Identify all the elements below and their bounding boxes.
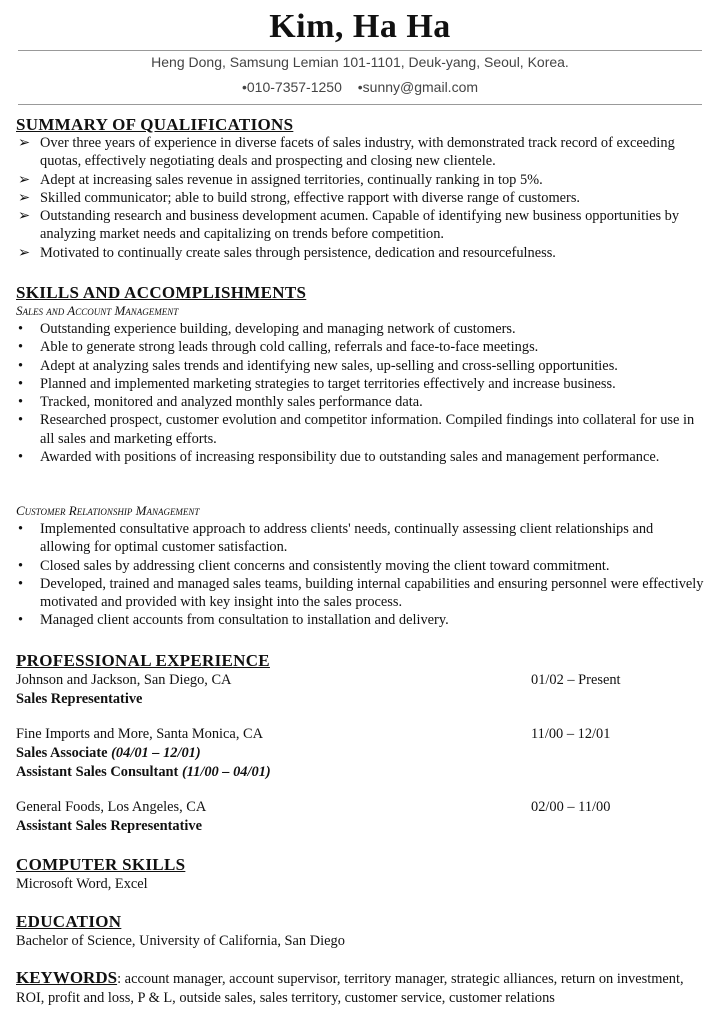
keywords-colon: : xyxy=(117,971,122,987)
summary-heading: SUMMARY OF QUALIFICATIONS xyxy=(16,115,294,134)
phone-number: •010-7357-1250 xyxy=(241,79,342,95)
job-role-dates: (11/00 – 04/01) xyxy=(181,764,271,780)
list-item: • Planned and implemented marketing strategies to target territories effectively and increase business. xyxy=(18,375,616,392)
address-line: Heng Dong, Samsung Lemian 101-1101, Deuk-yang, Seoul, Korea. xyxy=(151,54,569,70)
bullet-icon: • xyxy=(18,521,24,537)
bullet-icon: • xyxy=(18,339,24,356)
computer-skills-text: Microsoft Word, Excel xyxy=(16,876,148,892)
list-item: • Tracked, monitored and analyzed monthly sales performance data. xyxy=(18,394,423,411)
bullet-icon: • xyxy=(18,357,24,374)
sales-skills-list xyxy=(16,320,706,466)
sales-subheading: Sales and Account Management xyxy=(16,303,179,318)
list-item: ➢ Adept at increasing sales revenue in assigned territories, continually ranking in top 5%. xyxy=(18,171,543,188)
list-item: • Adept at analyzing sales trends and identifying new sales, up-selling and cross-selling opportunities. xyxy=(18,357,618,374)
job-title: Sales Representative xyxy=(16,691,143,707)
experience-heading: PROFESSIONAL EXPERIENCE xyxy=(16,651,270,670)
contact-line xyxy=(0,79,720,95)
list-item: • Outstanding experience building, developing and managing network of customers. xyxy=(18,321,516,337)
job-company: General Foods, Los Angeles, CA xyxy=(16,799,207,815)
bullet-icon: • xyxy=(18,412,24,429)
job-dates: 01/02 – Present xyxy=(531,672,621,688)
arrow-bullet-icon: ➢ xyxy=(18,244,31,261)
list-item: ➢ Skilled communicator; able to build strong, effective rapport with diverse range of customers. xyxy=(18,189,581,206)
arrow-bullet-icon: ➢ xyxy=(18,208,31,225)
crm-subheading: Customer Relationship Management xyxy=(16,503,200,518)
list-item: • Researched prospect, customer evolution and competitor information. Compiled findings into collateral for use in all sales and marketing efforts. xyxy=(18,412,695,447)
email-address: •sunny@gmail.com xyxy=(357,79,479,95)
education-heading: EDUCATION xyxy=(16,912,122,931)
bullet-icon: • xyxy=(18,394,24,411)
bullet-icon: • xyxy=(18,612,24,629)
job-dates: 02/00 – 11/00 xyxy=(531,799,611,815)
job-title: Assistant Sales Representative xyxy=(16,818,203,834)
arrow-bullet-icon: ➢ xyxy=(18,135,31,151)
list-item: ➢ Over three years of experience in diverse facets of sales industry, with demonstrated track record of exceeding quotas, effectively negotiating deals and prospecting and closing new clientele. xyxy=(18,135,675,170)
bullet-icon: • xyxy=(18,449,24,466)
bullet-icon: • xyxy=(18,557,24,574)
header-divider-top xyxy=(18,50,702,51)
computer-skills-heading: COMPUTER SKILLS xyxy=(16,855,186,874)
crm-skills-list xyxy=(16,520,706,630)
bullet-icon: • xyxy=(18,375,24,392)
job-company: Fine Imports and More, Santa Monica, CA xyxy=(16,726,264,742)
list-item: • Implemented consultative approach to address clients' needs, continually assessing client relationships and allowing for optimal customer satisfaction. xyxy=(18,521,654,556)
job-dates: 11/00 – 12/01 xyxy=(531,726,611,742)
list-item: ➢ Motivated to continually create sales through persistence, dedication and resourcefulness. xyxy=(18,244,556,261)
candidate-name: Kim, Ha Ha xyxy=(269,8,451,45)
bullet-icon: • xyxy=(18,321,24,337)
header-divider-bottom xyxy=(18,104,702,105)
skills-heading: SKILLS AND ACCOMPLISHMENTS xyxy=(16,283,307,302)
job-role-dates: (04/01 – 12/01) xyxy=(111,745,201,761)
summary-list xyxy=(16,134,706,262)
list-item: • Able to generate strong leads through cold calling, referrals and face-to-face meetings. xyxy=(18,339,539,356)
list-item: • Awarded with positions of increasing responsibility due to outstanding sales and management performance. xyxy=(18,449,660,466)
education-text: Bachelor of Science, University of California, San Diego xyxy=(16,933,345,949)
list-item: • Managed client accounts from consultation to installation and delivery. xyxy=(18,612,449,629)
keywords-text: account manager, account supervisor, territory manager, strategic alliances, return on investment, ROI, profit and loss, P & L, outside sales, sales territory, customer service, customer relations xyxy=(16,971,684,1006)
list-item: ➢ Outstanding research and business development acumen. Capable of identifying new business opportunities by analyzing market needs and capitalizing on trends before competition. xyxy=(18,208,680,243)
keywords-label: KEYWORDS xyxy=(16,968,118,987)
job-company: Johnson and Jackson, San Diego, CA xyxy=(16,672,232,688)
list-item: • Closed sales by addressing client concerns and consistently moving the client toward commitment. xyxy=(18,557,610,574)
job-title: Assistant Sales Consultant (11/00 – 04/01) xyxy=(16,764,271,780)
bullet-icon: • xyxy=(18,575,24,592)
keywords-paragraph xyxy=(16,969,706,1007)
arrow-bullet-icon: ➢ xyxy=(18,189,31,206)
list-item: • Developed, trained and managed sales teams, building internal capabilities and ensuring personnel were effectively motivated and provided with key insight into the sales process. xyxy=(18,575,704,611)
job-title: Sales Associate (04/01 – 12/01) xyxy=(16,745,201,761)
arrow-bullet-icon: ➢ xyxy=(18,171,31,188)
